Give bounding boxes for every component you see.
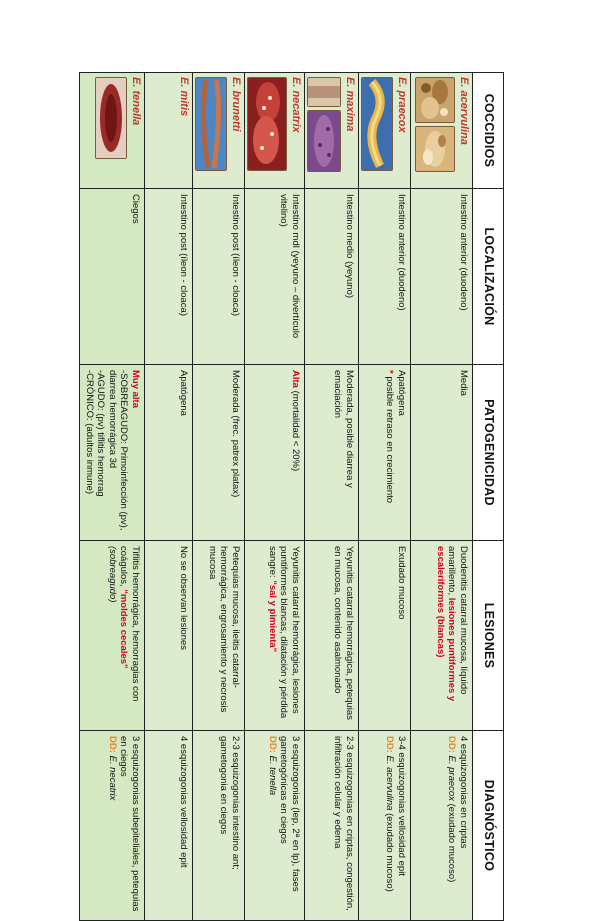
species-cell (145, 73, 193, 189)
localizacion-cell: Intestino medio (yeyuno) (305, 189, 359, 365)
diagnostico-cell (245, 731, 305, 921)
localizacion-cell: Intestino mdl (yeyuno – divertículo vitelino) (245, 189, 305, 365)
diagnostico-text: 3-4 esquizogonias vellosidad epit (396, 736, 407, 876)
header-lesiones: LESIONES (473, 541, 504, 731)
diagnostico-cell: 2-3 esquizogonias en criptas, congestión, infiltración celular y edema (305, 731, 359, 921)
dd-species: E. tenella (267, 755, 278, 796)
localizacion-cell: Intestino post (íleon - cloaca) (193, 189, 245, 365)
lesiones-cell: Exudado mucoso (359, 541, 411, 731)
patogenicidad-cell: Moderada, posible diarrea y emaciación (305, 365, 359, 541)
localizacion-cell: Intestino post (íleon - cloaca) (145, 189, 193, 365)
header-coccidios: COCCIDIOS (473, 73, 504, 189)
patogenicidad-note: posible retraso en crecimiento (384, 376, 396, 504)
coccidia-table (80, 72, 505, 921)
lesion-photo (307, 110, 341, 172)
header-patogenicidad: PATOGENICIDAD (473, 365, 504, 541)
species-name: E. tenella (130, 77, 142, 126)
dd-species: E. praecox (446, 755, 458, 801)
note-star: * (384, 370, 396, 374)
diagnostico-cell (411, 731, 473, 921)
lesiones-note: (sobreagudo) (107, 546, 118, 603)
diagnostico-text: 3 esquizogonias (lep, 2ª en lp), fases gametogónicas en ciegos (278, 736, 301, 892)
dd-note: (exudado mucoso) (446, 803, 458, 883)
coccidia-table-rotated (84, 72, 504, 920)
patogenicidad-cell: Moderada (frec. patrex platax) (193, 365, 245, 541)
header-diagnostico: DIAGNÓSTICO (473, 731, 504, 921)
diagnostico-cell: 4 esquizogonias vellosidad epit (145, 731, 193, 921)
lesion-photo (247, 77, 287, 171)
species-name: E. maxima (344, 77, 356, 132)
row-mitis (145, 73, 193, 921)
dd-label: DD: (446, 736, 458, 753)
lesiones-text: Duodenitis catarral mucosa, líquido amarillento, (446, 546, 469, 695)
patogenicidad-level: Alta (290, 370, 301, 388)
localizacion-cell: Intestino anterior (duodeno) (411, 189, 473, 365)
patogenicidad-line: -CRÓNICO: (adultos inmune) (84, 370, 95, 495)
row-brunetti (193, 73, 245, 921)
species-cell (80, 73, 145, 189)
row-necatrix (245, 73, 305, 921)
lesion-photo (307, 77, 341, 107)
patogenicidad-cell (245, 365, 305, 541)
diagnostico-cell: 2-3 esquizogonias intestino ant; gametogonia en ciegos (193, 731, 245, 921)
species-cell (411, 73, 473, 189)
lesiones-cell (411, 541, 473, 731)
lesiones-highlight: lesiones puntiformes y escaleriformes (blancas) (435, 546, 458, 702)
lesiones-highlight: "moldes cecales" (118, 589, 130, 669)
patogenicidad-cell: Apatógena (145, 365, 193, 541)
patogenicidad-note: (mortalidad < 20%) (290, 390, 301, 472)
dd-species: E. necatrix (107, 755, 118, 801)
lesiones-cell: No se observan lesiones (145, 541, 193, 731)
dd-species: E. acervulina (384, 755, 396, 811)
patogenicidad-text: Apatógena (396, 370, 407, 416)
species-cell (245, 73, 305, 189)
lesion-photo (195, 77, 227, 171)
row-praecox (359, 73, 411, 921)
lesiones-highlight: "sal y pimienta" (267, 580, 278, 653)
diagnostico-text: 4 esquizogonias en criptas (458, 736, 469, 849)
lesiones-cell: Yeyunitis catarral hemorrágica, petequias en mucosa, contenido asalmonado (305, 541, 359, 731)
diagnostico-text: 3 esquizogonias subepiteliales, petequias en ciegos (118, 736, 141, 912)
patogenicidad-line: -AGUDO: (pv) tiflitis hemorrag (95, 370, 107, 497)
lesiones-cell: Petequias mucosa, ileitis catarral-hemorrágica, engrosamiento y necrosis mucosa (193, 541, 245, 731)
patogenicidad-cell (359, 365, 411, 541)
lesion-photo (95, 77, 127, 159)
species-name: E. brunetti (230, 77, 242, 132)
localizacion-cell: Ciegos (80, 189, 145, 365)
lesion-photo (361, 77, 393, 171)
dd-label: DD: (267, 736, 278, 753)
patogenicidad-cell (80, 365, 145, 541)
species-name: E. necatrix (290, 77, 302, 133)
diagnostico-cell (80, 731, 145, 921)
species-name: E. acervulina (458, 77, 470, 145)
lesion-photo (415, 77, 455, 123)
lesiones-text: Tiflitis hemorrágica, hemorragias con coágulos, (118, 546, 141, 702)
species-name: E. mitis (178, 77, 190, 117)
dd-note: (exudado mucoso) (384, 813, 396, 892)
species-cell (359, 73, 411, 189)
row-acervulina (411, 73, 473, 921)
patogenicidad-line: -SOBREAGUDO: Primoinfección (pv), diarrea hemorrágica 3d (107, 370, 130, 531)
lesiones-cell (80, 541, 145, 731)
localizacion-cell: Intestino anterior (duodeno) (359, 189, 411, 365)
row-tenella (80, 73, 145, 921)
patogenicidad-cell: Media (411, 365, 473, 541)
header-row (473, 73, 504, 921)
row-maxima (305, 73, 359, 921)
dd-label: DD: (107, 736, 118, 753)
lesiones-text: Yeyunitis catarral hemorrágica, lesiones puntiformes blancas, dilatación y pérdida sangre: (267, 546, 301, 719)
lesiones-cell (245, 541, 305, 731)
patogenicidad-level: Muy alta (130, 370, 141, 409)
lesion-photo (415, 126, 455, 172)
species-cell (305, 73, 359, 189)
diagnostico-cell (359, 731, 411, 921)
species-name: E. praecox (396, 77, 408, 133)
dd-label: DD: (384, 736, 396, 753)
header-localizacion: LOCALIZACIÓN (473, 189, 504, 365)
species-cell (193, 73, 245, 189)
